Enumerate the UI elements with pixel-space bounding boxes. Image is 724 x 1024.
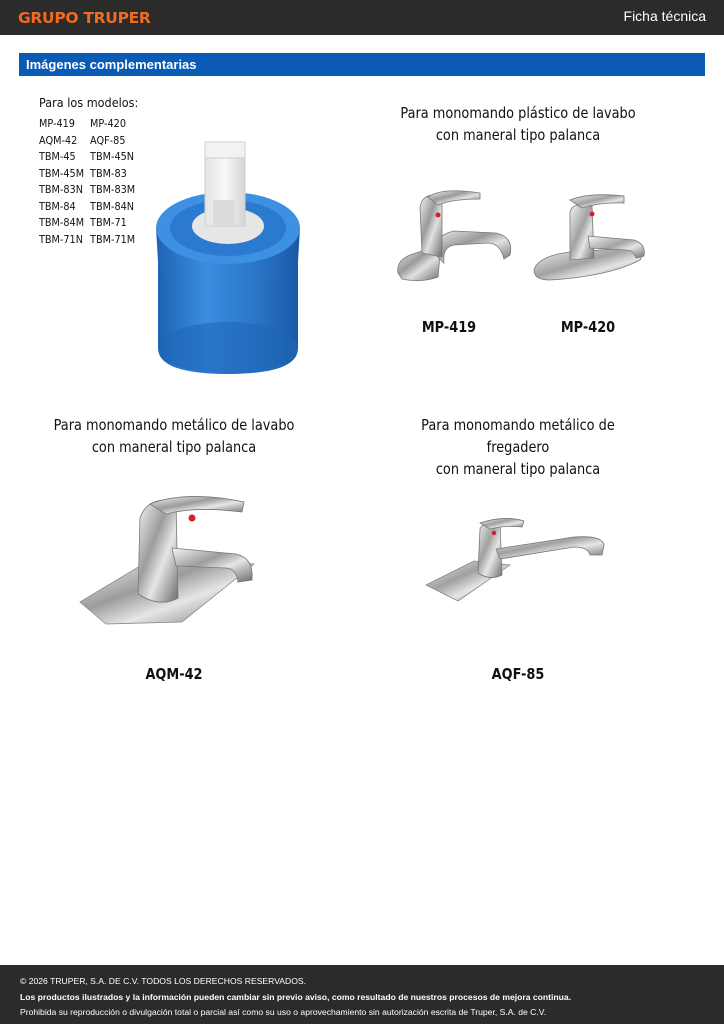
faucet-aqm42-image	[76, 490, 258, 630]
model-code: TBM-71	[90, 216, 127, 229]
footer-notice: Los productos ilustrados y la información pueden cambiar sin previo aviso, como resultado de nuestros procesos de mejora continua.	[20, 991, 572, 1002]
caption-line: Para monomando metálico de fregadero	[421, 416, 615, 456]
model-code: TBM-84N	[90, 199, 134, 213]
caption-line: Para monomando plástico de lavabo	[400, 104, 636, 122]
faucet-mp420-image	[530, 190, 650, 285]
caption-metal-fregadero	[389, 414, 647, 480]
model-code: TBM-83N	[39, 183, 83, 196]
footer-copyright: © 2026 TRUPER, S.A. DE C.V. TODOS LOS DERECHOS RESERVADOS.	[20, 976, 307, 986]
model-row	[39, 215, 135, 232]
model-code: TBM-84M	[39, 216, 85, 229]
model-row	[39, 149, 135, 166]
label-mp419: MP-419	[421, 318, 477, 336]
model-row	[39, 182, 135, 199]
model-row	[39, 133, 135, 150]
model-code: MP-420	[90, 117, 126, 130]
top-bar	[0, 0, 724, 35]
caption-metal-lavabo	[45, 414, 303, 458]
cartridge-image	[152, 138, 302, 378]
faucet-aqf85-image	[424, 515, 609, 605]
model-code: TBM-83M	[90, 183, 136, 196]
model-code: TBM-83	[90, 166, 127, 180]
label-aqm42: AQM-42	[145, 665, 203, 683]
caption-line: con maneral tipo palanca	[435, 460, 601, 478]
label-mp420: MP-420	[560, 318, 616, 336]
model-code: AQF-85	[90, 133, 126, 147]
section-title: Imágenes complementarias	[26, 57, 197, 72]
caption-line: con maneral tipo palanca	[91, 438, 257, 456]
model-code: AQM-42	[39, 133, 78, 147]
model-code: TBM-45M	[39, 166, 85, 180]
model-code: TBM-71M	[90, 232, 136, 246]
model-code: MP-419	[39, 117, 75, 130]
section-header	[19, 53, 705, 76]
model-code: TBM-71N	[39, 232, 83, 246]
model-code: TBM-45	[39, 150, 76, 163]
footer	[0, 965, 724, 1024]
label-aqf85: AQF-85	[491, 665, 545, 683]
faucet-mp419-image	[392, 185, 517, 285]
caption-line: con maneral tipo palanca	[435, 126, 601, 144]
model-row	[39, 116, 135, 133]
caption-plastic-lavabo	[389, 102, 647, 146]
model-row	[39, 166, 135, 183]
document-type-label: Ficha técnica	[623, 8, 706, 24]
caption-line: Para monomando metálico de lavabo	[53, 416, 295, 434]
footer-prohibition: Prohibida su reproducción o divulgación total o parcial así como su uso o aprovechamiento sin autorización escrita de Truper, S.A. de C.V.	[20, 1007, 547, 1017]
model-code: TBM-84	[39, 199, 76, 213]
models-title: Para los modelos:	[39, 95, 139, 110]
model-code: TBM-45N	[90, 150, 134, 163]
brand-logo: GRUPO TRUPER	[18, 9, 151, 27]
model-row	[39, 199, 135, 216]
models-list	[39, 116, 148, 248]
model-row	[39, 232, 135, 249]
